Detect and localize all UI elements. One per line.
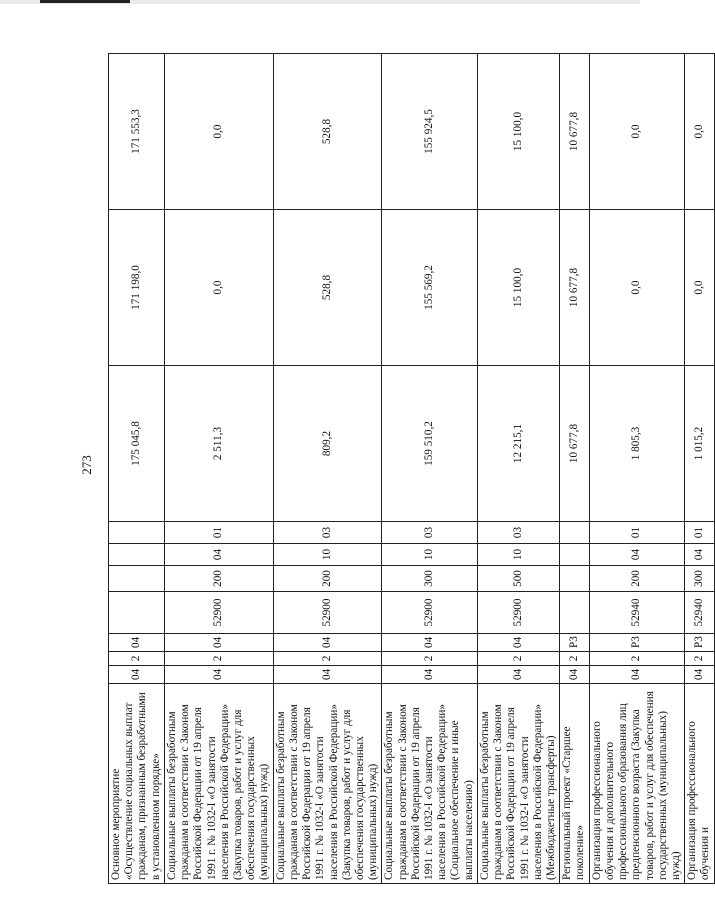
- code-rz: 04: [164, 544, 273, 566]
- code-gp: 04: [560, 666, 589, 684]
- code-pr: 03: [477, 522, 559, 544]
- code-vr: 300: [382, 566, 478, 592]
- code-pp: 2: [273, 652, 382, 666]
- code-pr: 01: [685, 522, 714, 544]
- code-pr: 01: [589, 522, 685, 544]
- value-year-1: 809,2: [273, 366, 382, 522]
- code-pp: 2: [164, 652, 273, 666]
- code-om: Р3: [560, 634, 589, 652]
- row-name: Региональный проект «Старшее поколение»: [560, 684, 589, 884]
- code-pp: 2: [589, 652, 685, 666]
- value-year-2: 15 100,0: [477, 210, 559, 366]
- code-vr: 200: [273, 566, 382, 592]
- code-pp: 2: [109, 652, 165, 666]
- value-year-2: 0,0: [685, 210, 714, 366]
- code-dir: [109, 592, 165, 634]
- code-rz: 10: [273, 544, 382, 566]
- table-row: [164, 54, 273, 884]
- table-row: [382, 54, 478, 884]
- code-pp: 2: [382, 652, 478, 666]
- table-row: [685, 54, 714, 884]
- value-year-2: 155 569,2: [382, 210, 478, 366]
- code-dir: [560, 592, 589, 634]
- code-vr: 500: [477, 566, 559, 592]
- code-gp: 04: [164, 666, 273, 684]
- value-year-1: 12 215,1: [477, 366, 559, 522]
- code-om: 04: [382, 634, 478, 652]
- code-pp: 2: [477, 652, 559, 666]
- table-row: [109, 54, 165, 884]
- row-name: Социальные выплаты безработным гражданам в соответствии с Законом Российской Федерации от 19 апреля 1991 г. № 1032-I «О занятости населения в Российской Федерации» (Закупка товаров, работ и услуг для обеспечения государственных (муниципальных) нужд): [164, 684, 273, 884]
- value-year-2: 528,8: [273, 210, 382, 366]
- row-name: Социальные выплаты безработным гражданам в соответствии с Законом Российской Федерации от 19 апреля 1991 г. № 1032-I «О занятости населения в Российской Федерации» (Межбюджетные трансферты): [477, 684, 559, 884]
- value-year-3: 155 924,5: [382, 54, 478, 210]
- code-vr: 300: [685, 566, 714, 592]
- value-year-3: 10 677,8: [560, 54, 589, 210]
- code-om: 04: [273, 634, 382, 652]
- code-pr: [109, 522, 165, 544]
- code-pr: 01: [164, 522, 273, 544]
- code-pr: 03: [382, 522, 478, 544]
- code-vr: 200: [164, 566, 273, 592]
- code-gp: 04: [477, 666, 559, 684]
- code-rz: 04: [589, 544, 685, 566]
- code-rz: [109, 544, 165, 566]
- code-vr: 200: [589, 566, 685, 592]
- value-year-1: 1 015,2: [685, 366, 714, 522]
- code-rz: 10: [477, 544, 559, 566]
- code-vr: [109, 566, 165, 592]
- table-row: [273, 54, 382, 884]
- code-gp: 04: [109, 666, 165, 684]
- scan-mark: [40, 0, 130, 3]
- table-row: [477, 54, 559, 884]
- code-om: Р3: [589, 634, 685, 652]
- budget-table: [108, 53, 715, 884]
- code-pp: 2: [560, 652, 589, 666]
- value-year-3: 528,8: [273, 54, 382, 210]
- code-gp: 04: [273, 666, 382, 684]
- value-year-2: 0,0: [589, 210, 685, 366]
- code-om: Р3: [685, 634, 714, 652]
- code-om: 04: [109, 634, 165, 652]
- code-pr: [560, 522, 589, 544]
- row-name: Организация профессионального обучения и: [685, 684, 714, 884]
- code-dir: 52900: [477, 592, 559, 634]
- code-rz: 04: [685, 544, 714, 566]
- value-year-2: 0,0: [164, 210, 273, 366]
- row-name: Социальные выплаты безработным гражданам в соответствии с Законом Российской Федерации от 19 апреля 1991 г. № 1032-I «О занятости населения в Российской Федерации» (Закупка товаров, работ и услуг для обеспечения государственных (муниципальных) нужд): [273, 684, 382, 884]
- value-year-1: 1 805,3: [589, 366, 685, 522]
- value-year-2: 10 677,8: [560, 210, 589, 366]
- row-name: Социальные выплаты безработным гражданам в соответствии с Законом Российской Федерации от 19 апреля 1991 г. № 1032-I «О занятости населения в Российской Федерации» (Социальное обеспечение и иные выплаты населению): [382, 684, 478, 884]
- table-row: [589, 54, 685, 884]
- value-year-1: 2 511,3: [164, 366, 273, 522]
- row-name: Организация профессионального обучения и дополнительного профессионального образования лиц предпенсионного возраста (Закупка товаров, работ и услуг для обеспечения государственных (муниципальных) нужд): [589, 684, 685, 884]
- value-year-1: 159 510,2: [382, 366, 478, 522]
- code-pp: 2: [685, 652, 714, 666]
- code-vr: [560, 566, 589, 592]
- page-number: 273: [79, 455, 94, 475]
- code-om: 04: [477, 634, 559, 652]
- code-rz: 10: [382, 544, 478, 566]
- value-year-2: 171 198,0: [109, 210, 165, 366]
- value-year-1: 10 677,8: [560, 366, 589, 522]
- rotated-table-container: [108, 54, 712, 884]
- code-gp: 04: [685, 666, 714, 684]
- code-rz: [560, 544, 589, 566]
- code-dir: 52900: [382, 592, 478, 634]
- value-year-3: 0,0: [589, 54, 685, 210]
- value-year-1: 175 045,8: [109, 366, 165, 522]
- code-gp: 04: [589, 666, 685, 684]
- code-dir: 52940: [685, 592, 714, 634]
- code-gp: 04: [382, 666, 478, 684]
- code-dir: 52900: [273, 592, 382, 634]
- code-pr: 03: [273, 522, 382, 544]
- value-year-3: 171 553,3: [109, 54, 165, 210]
- code-dir: 52940: [589, 592, 685, 634]
- value-year-3: 0,0: [685, 54, 714, 210]
- row-name: Основное мероприятие «Осуществление социальных выплат гражданам, признанным безработными в установленном порядке»: [109, 684, 165, 884]
- value-year-3: 15 100,0: [477, 54, 559, 210]
- code-dir: 52900: [164, 592, 273, 634]
- value-year-3: 0,0: [164, 54, 273, 210]
- code-om: 04: [164, 634, 273, 652]
- table-row: [560, 54, 589, 884]
